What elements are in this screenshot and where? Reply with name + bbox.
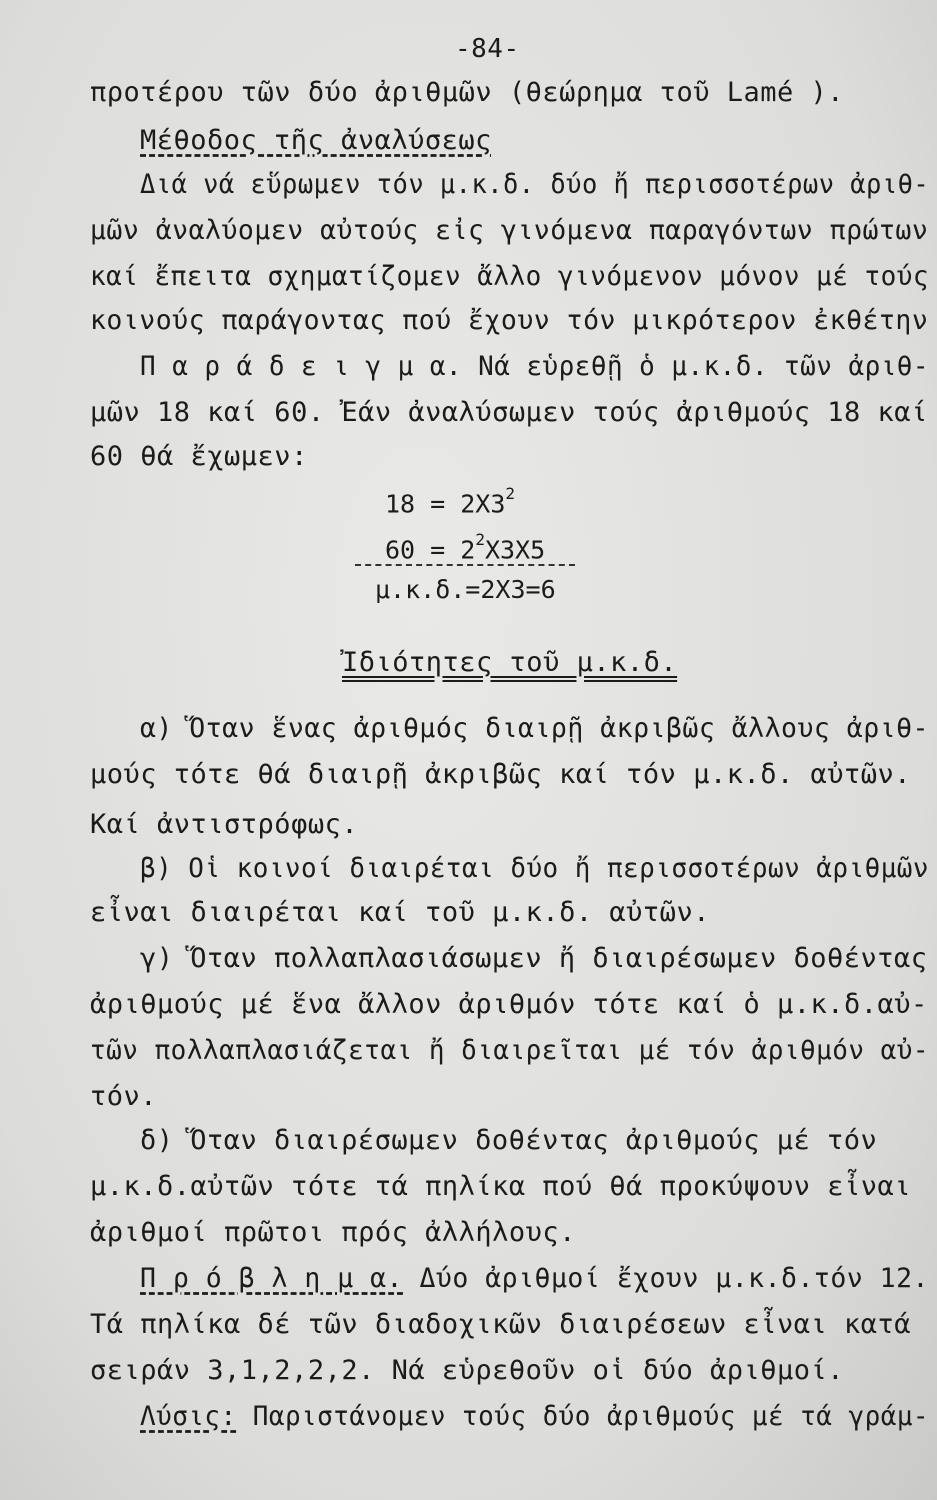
problem-line: Τά πηλίκα δέ τῶν διαδοχικῶν διαιρέσεων εἶναι κατά [90, 1309, 912, 1340]
factorization-60 [385, 528, 545, 566]
solution-line [140, 1400, 929, 1434]
property-line: μούς τότε θά διαιρῇ ἀκριβῶς καί τόν μ.κ.δ. αὐτῶν. [90, 759, 912, 790]
factor-60-base: 60 = 2 [385, 535, 476, 565]
example-line: Π α ρ ά δ ε ι γ μ α. Νά εὑρεθῇ ὁ μ.κ.δ. τῶν ἀριθ- [140, 351, 929, 382]
text-line: κοινούς παράγοντας πού ἔχουν τόν μικρότερον ἐκθέτην [90, 305, 929, 336]
property-line: α) Ὅταν ἕνας ἀριθμός διαιρῇ ἀκριβῶς ἄλλους ἀριθ- [140, 713, 929, 744]
text-line: μῶν 18 καί 60. Ἐάν ἀναλύσωμεν τούς ἀριθμούς 18 καί [90, 397, 928, 428]
factor-60-rest: X3X5 [484, 535, 546, 565]
problem-line: σειράν 3,1,2,2,2. Νά εὑρεθοῦν οἱ δύο ἀριθμοί. [90, 1355, 844, 1386]
property-line: ἀριθμούς μέ ἕνα ἄλλον ἀριθμόν τότε καί ὁ μ.κ.δ.αὐ- [90, 989, 928, 1020]
page-number: -84- [455, 34, 520, 64]
property-line: εἶναι διαιρέται καί τοῦ μ.κ.δ. αὐτῶν. [90, 897, 710, 928]
text-line: προτέρου τῶν δύο ἀριθμῶν (θεώρημα τοῦ Lamé ). [90, 77, 844, 108]
property-line: Καί ἀντιστρόφως. [90, 809, 359, 840]
fraction-rule [355, 564, 575, 566]
factorization-18 [385, 482, 515, 520]
text-line: Διά νά εὕρωμεν τόν μ.κ.δ. δύο ἤ περισσοτέρων ἀριθ- [140, 169, 930, 200]
property-line: β) Οἱ κοινοί διαιρέται δύο ἤ περισσοτέρων ἀριθμῶν [140, 853, 929, 884]
text-line: μῶν ἀναλύομεν αὐτούς εἰς γινόμενα παραγόντων πρώτων [90, 215, 929, 246]
properties-title: Ἰδιότητες τοῦ μ.κ.δ. [342, 647, 678, 678]
property-line: μ.κ.δ.αὐτῶν τότε τά πηλίκα πού θά προκύψουν εἶναι [90, 1171, 912, 1202]
property-line: τόν. [90, 1081, 158, 1112]
problem-line [140, 1262, 929, 1296]
text-line: 60 θά ἔχωμεν: [90, 441, 308, 472]
property-line: ἀριθμοί πρῶτοι πρός ἀλλήλους. [90, 1217, 576, 1248]
problem-text: Δύο ἀριθμοί ἔχουν μ.κ.δ.τόν 12. [419, 1263, 929, 1294]
solution-label: Λύσις: [140, 1401, 237, 1432]
factor-18-exponent: 2 [505, 484, 516, 503]
property-line: δ) Ὅταν διαιρέσωμεν δοθέντας ἀριθμούς μέ τόν [140, 1125, 878, 1156]
problem-label: Π ρ ό β λ η μ α. [140, 1263, 403, 1294]
text-line: καί ἔπειτα σχηματίζομεν ἄλλο γινόμενον μόνον μέ τούς [90, 261, 930, 292]
solution-text: Παριστάνομεν τούς δύο ἀριθμούς μέ τά γράμ- [252, 1401, 930, 1432]
property-line: τῶν πολλαπλασιάζεται ἤ διαιρεῖται μέ τόν ἀριθμόν αὐ- [90, 1035, 930, 1066]
section-heading: Μέθοδος τῆς ἀναλύσεως [140, 125, 492, 156]
factor-60-exponent: 2 [475, 530, 485, 549]
gcd-result: μ.κ.δ.=2X3=6 [375, 575, 556, 604]
factor-18-base: 18 = 2X3 [385, 489, 506, 519]
property-line: γ) Ὅταν πολλαπλασιάσωμεν ἤ διαιρέσωμεν δοθέντας [140, 943, 928, 974]
